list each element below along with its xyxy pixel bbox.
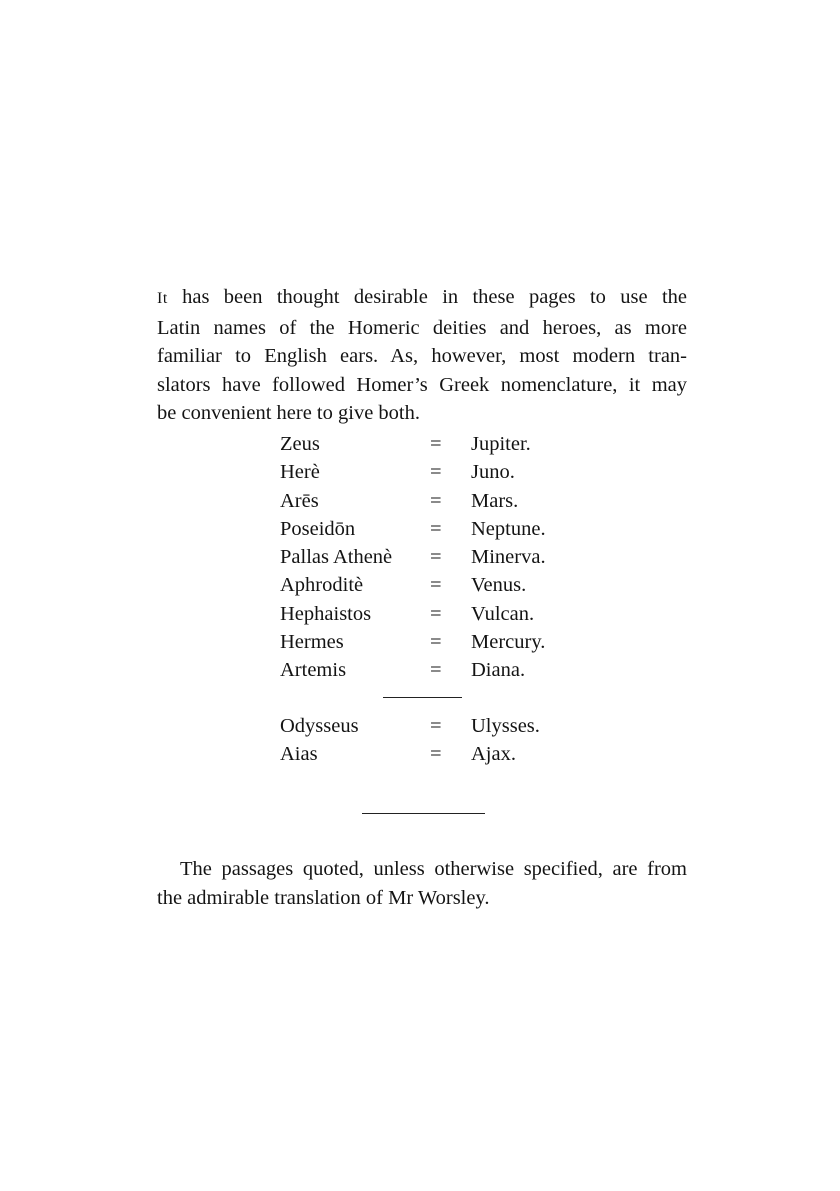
intro-lead-word: It	[157, 290, 168, 307]
latin-name: Minerva.	[471, 546, 546, 569]
equals-sign: =	[430, 743, 442, 766]
latin-name: Juno.	[471, 461, 515, 484]
equals-sign: =	[430, 659, 442, 682]
latin-name: Jupiter.	[471, 433, 531, 455]
equals-sign: =	[430, 574, 442, 597]
intro-paragraph	[157, 283, 687, 428]
greek-name: Hephaistos	[280, 602, 372, 625]
intro-line	[157, 283, 687, 314]
greek-name: Zeus	[280, 433, 320, 455]
equals-sign: =	[430, 631, 442, 654]
latin-name: Ulysses.	[471, 715, 540, 737]
greek-name: Aphroditè	[280, 574, 364, 597]
equals-sign: =	[430, 461, 442, 484]
closing-paragraph	[157, 855, 687, 913]
intro-line: Latin names of the Homeric deities and heroes, as more	[157, 316, 687, 339]
greek-name: Poseidōn	[280, 517, 356, 540]
equals-sign: =	[430, 489, 442, 512]
latin-name: Mercury.	[471, 631, 546, 654]
section-divider	[383, 697, 462, 698]
equals-sign: =	[430, 602, 442, 625]
latin-name: Ajax.	[471, 743, 516, 766]
closing-line: the admirable translation of Mr Worsley.	[157, 887, 490, 909]
closing-line: The passages quoted, unless otherwise specified, are from	[180, 858, 687, 880]
latin-name: Diana.	[471, 659, 526, 682]
latin-name: Mars.	[471, 489, 519, 512]
latin-name: Vulcan.	[471, 602, 535, 625]
closing-divider	[362, 813, 485, 814]
intro-line: slators have followed Homer’s Greek nomenclature, it may	[157, 373, 687, 396]
greek-name: Artemis	[280, 659, 347, 682]
latin-name: Venus.	[471, 574, 527, 597]
equals-sign: =	[430, 517, 442, 540]
intro-line-text: has been thought desirable in these pages to use the	[167, 286, 687, 308]
intro-line: be convenient here to give both.	[157, 402, 420, 425]
greek-name: Odysseus	[280, 715, 359, 737]
equals-sign: =	[430, 433, 442, 455]
latin-name: Neptune.	[471, 517, 546, 540]
greek-name: Aias	[280, 743, 318, 766]
intro-line: familiar to English ears. As, however, most modern tran-	[157, 345, 687, 368]
greek-name: Pallas Athenè	[280, 546, 393, 569]
greek-name: Herè	[280, 461, 320, 484]
equals-sign: =	[430, 715, 442, 737]
equals-sign: =	[430, 546, 442, 569]
greek-name: Arēs	[280, 489, 319, 512]
greek-name: Hermes	[280, 631, 344, 654]
